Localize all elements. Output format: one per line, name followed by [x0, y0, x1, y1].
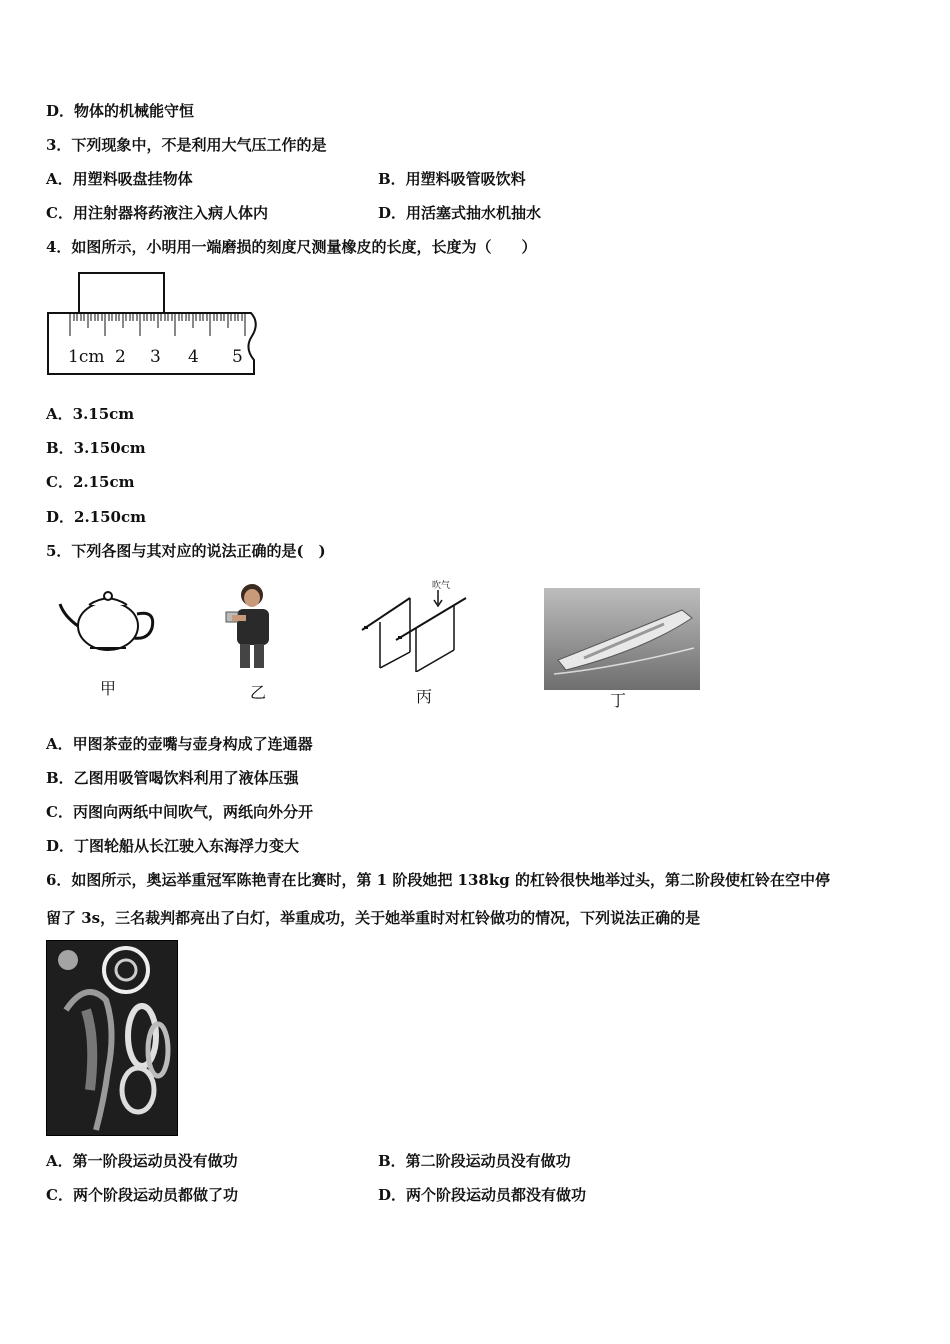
boy-drinking-figure	[224, 582, 282, 670]
q2-option-d: D．物体的机械能守恒	[46, 102, 195, 120]
ship-photo-figure	[544, 588, 700, 690]
two-papers-figure	[356, 578, 472, 672]
caption-ding: 丁	[609, 691, 626, 710]
weightlifter-photo-figure	[46, 940, 178, 1136]
ruler-figure	[46, 268, 262, 380]
caption-jia: 甲	[99, 679, 116, 698]
q6-option-b: B．第二阶段运动员没有做功	[378, 1152, 571, 1170]
q6-option-c: C．两个阶段运动员都做了功	[46, 1186, 238, 1204]
ruler-label-5: 5	[232, 347, 243, 367]
q5-option-c: C．丙图向两纸中间吹气，两纸向外分开	[46, 803, 313, 821]
q3-option-d: D．用活塞式抽水机抽水	[378, 204, 542, 222]
q3-option-b: B．用塑料吸管吸饮料	[378, 170, 526, 188]
q3-stem: 3．下列现象中，不是利用大气压工作的是	[46, 136, 327, 154]
q5-option-b: B．乙图用吸管喝饮料利用了液体压强	[46, 769, 299, 787]
q5-option-a: A．甲图茶壶的壶嘴与壶身构成了连通器	[46, 735, 313, 753]
q5-stem: 5．下列各图与其对应的说法正确的是( )	[46, 542, 326, 560]
teapot-figure	[56, 586, 160, 656]
q6-stem-line2: 留了 3s，三名裁判都亮出了白灯，举重成功，关于她举重时对杠铃做功的情况，下列说法正确的是	[46, 909, 701, 927]
q6-option-a: A．第一阶段运动员没有做功	[46, 1152, 238, 1170]
q4-option-d: D．2.150cm	[46, 508, 146, 526]
ruler-label-2: 2	[115, 347, 126, 367]
ruler-label-1cm: 1cm	[68, 347, 105, 367]
q4-option-c: C．2.15cm	[46, 473, 135, 491]
eraser-block	[79, 273, 164, 313]
blow-label: 吹气	[432, 581, 451, 591]
q4-option-a: A．3.15cm	[46, 405, 135, 423]
ruler-label-4: 4	[188, 347, 199, 367]
q4-option-b: B．3.150cm	[46, 439, 146, 457]
caption-yi: 乙	[249, 683, 266, 702]
ruler-label-3: 3	[150, 347, 161, 367]
caption-bing: 丙	[415, 687, 432, 706]
q6-stem-line1: 6．如图所示，奥运举重冠军陈艳青在比赛时，第 1 阶段她把 138kg 的杠铃很快地举过头，第二阶段使杠铃在空中停	[46, 871, 830, 889]
q5-option-d: D．丁图轮船从长江驶入东海浮力变大	[46, 837, 300, 855]
q4-stem: 4．如图所示，小明用一端磨损的刻度尺测量橡皮的长度，长度为（ ）	[46, 238, 537, 256]
q6-option-d: D．两个阶段运动员都没有做功	[378, 1186, 587, 1204]
q3-option-a: A．用塑料吸盘挂物体	[46, 170, 193, 188]
q3-option-c: C．用注射器将药液注入病人体内	[46, 204, 268, 222]
